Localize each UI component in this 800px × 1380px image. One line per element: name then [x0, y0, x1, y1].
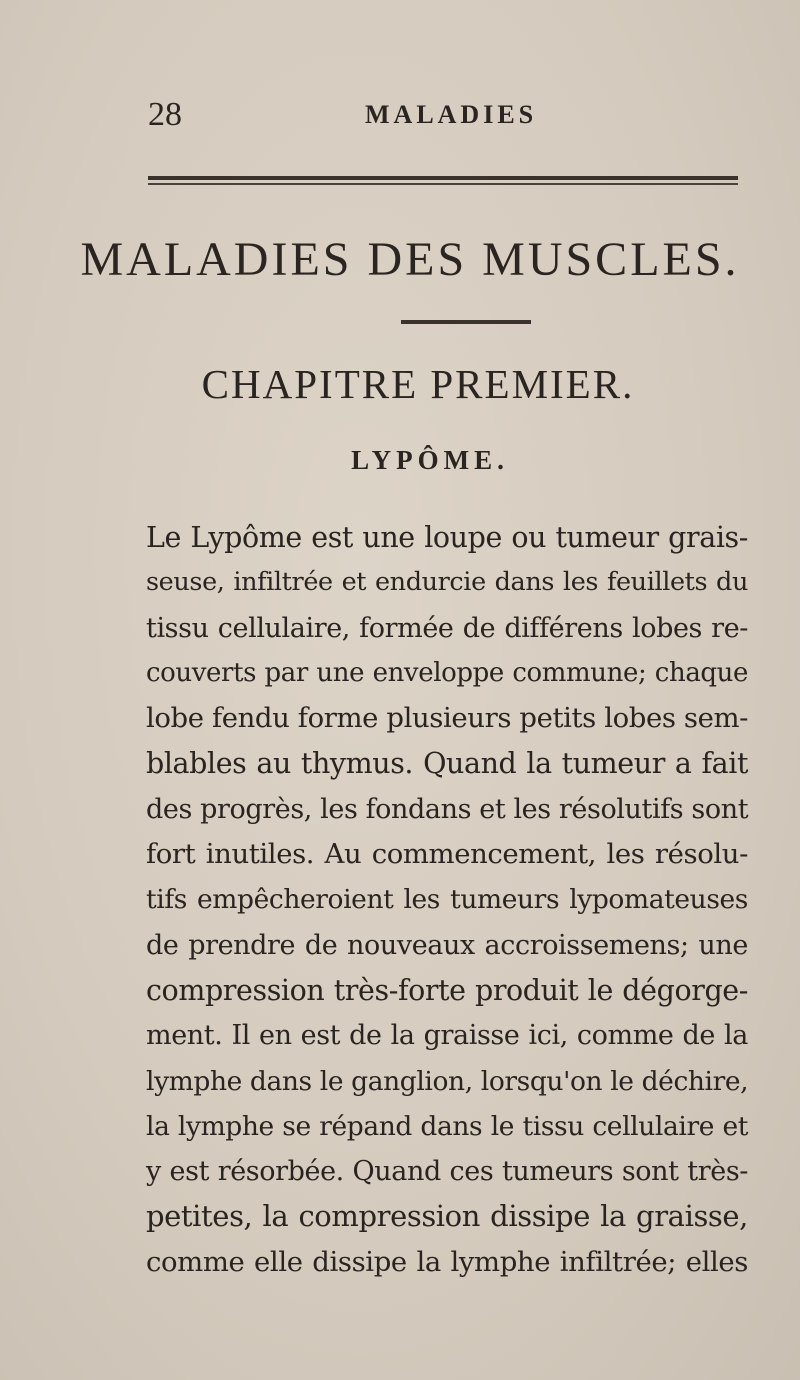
header-rule-thin	[148, 183, 738, 185]
body-line: blables au thymus. Quand la tumeur a fait	[146, 747, 748, 781]
article-title: LYPÔME.	[351, 445, 509, 475]
body-line: de prendre de nouveaux accroissemens; une	[146, 929, 748, 961]
body-line: comme elle dissipe la lymphe infiltrée; elles	[146, 1245, 748, 1278]
section-title: MALADIES DES MUSCLES.	[80, 233, 740, 286]
body-text	[146, 515, 748, 1285]
header-rule-thick	[148, 176, 738, 180]
header-rule	[148, 176, 738, 186]
body-line: couverts par une enveloppe commune; chaque	[146, 657, 748, 688]
body-line: compression très-forte produit le dégorge-	[146, 973, 748, 1007]
body-line: fort inutiles. Au commencement, les résolu-	[146, 838, 748, 871]
chapter-title: CHAPITRE PREMIER.	[201, 361, 635, 407]
running-head	[0, 96, 800, 136]
body-line: lymphe dans le ganglion, lorsqu'on le déchire,	[146, 1065, 749, 1097]
running-title: MALADIES	[365, 100, 538, 129]
body-line: Le Lypôme est une loupe ou tumeur grais-	[146, 521, 748, 554]
section-divider	[401, 320, 531, 324]
body-line: y est résorbée. Quand ces tumeurs sont très-	[146, 1156, 748, 1188]
body-line: tissu cellulaire, formée de différens lobes re-	[146, 612, 748, 644]
page-number: 28	[148, 96, 182, 133]
body-line: des progrès, les fondans et les résolutifs sont	[146, 793, 749, 825]
body-line: seuse, infiltrée et endurcie dans les feuillets du	[146, 567, 748, 598]
body-line: petites, la compression dissipe la graisse,	[146, 1199, 748, 1234]
body-line: ment. Il en est de la graisse ici, comme de la	[146, 1020, 748, 1052]
body-line: tifs empêcheroient les tumeurs lypomateuses	[146, 884, 748, 916]
body-line: la lymphe se répand dans le tissu cellulaire et	[146, 1110, 748, 1142]
body-line: lobe fendu forme plusieurs petits lobes sem-	[146, 702, 749, 735]
